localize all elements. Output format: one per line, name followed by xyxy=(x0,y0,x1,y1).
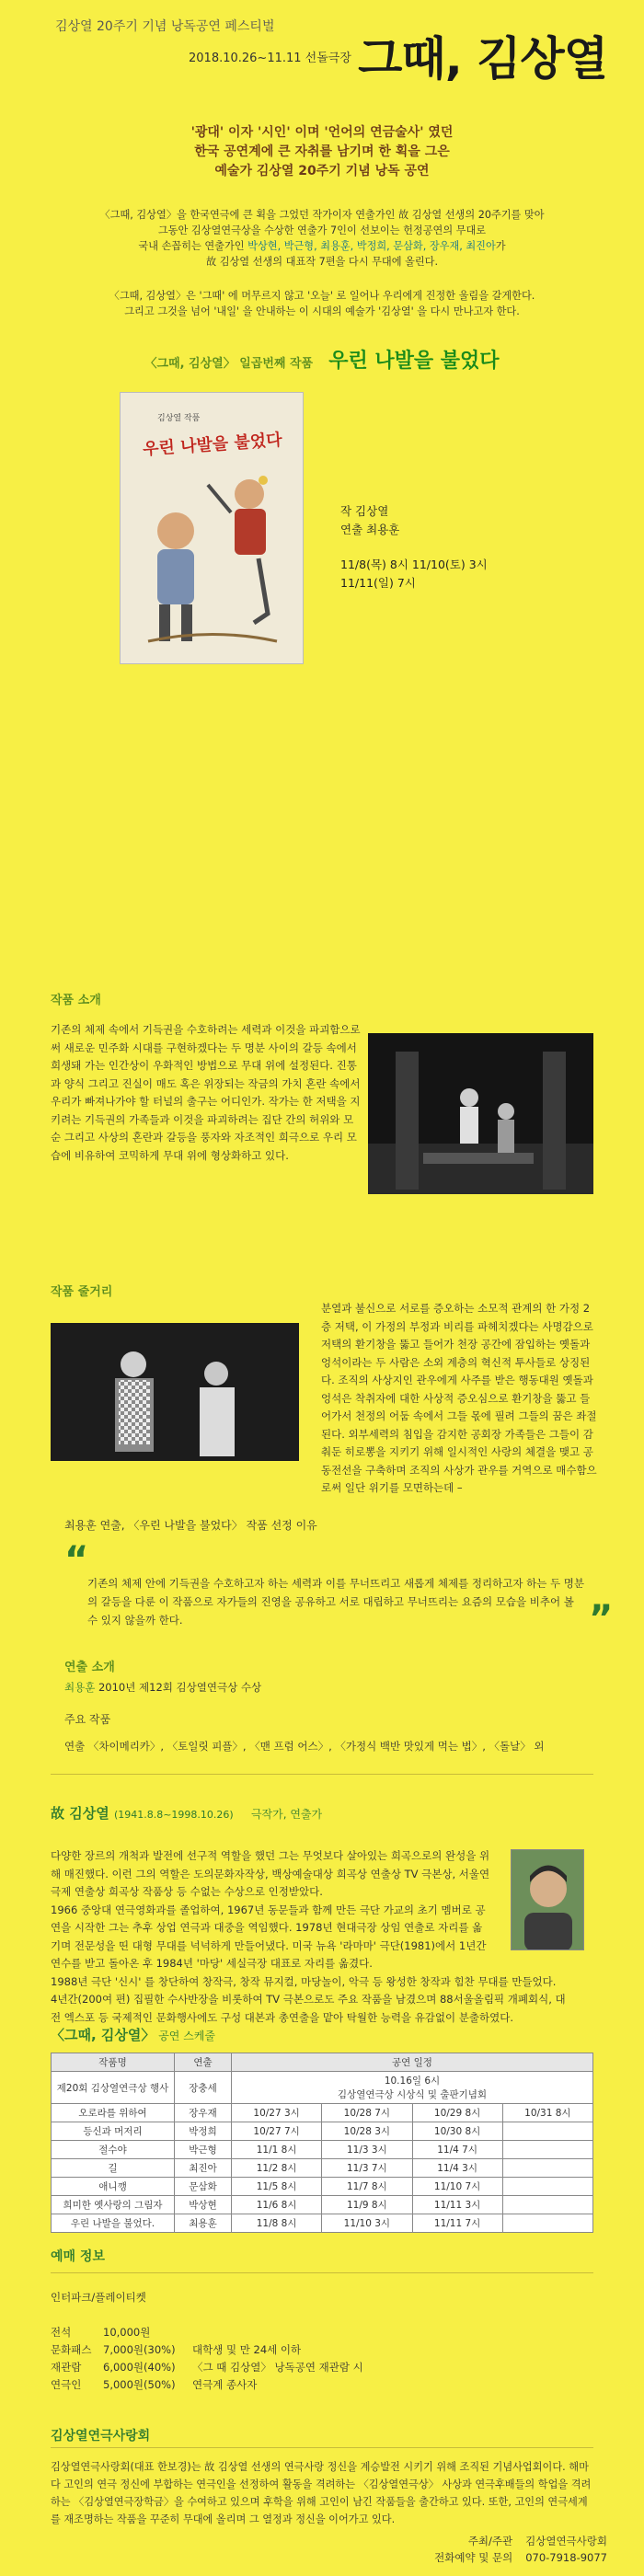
schedule-cell-d1: 11/8 8시 xyxy=(232,2214,322,2233)
author-credit: 작 김상열 xyxy=(340,504,389,518)
open-quote-icon: “ xyxy=(64,1539,89,1581)
schedule-cell-work: 오로라를 위하여 xyxy=(52,2104,175,2122)
headline-line-1: '광대' 이자 '시인' 이며 '언어의 연금술사' 였던 xyxy=(190,125,454,140)
schedule-row xyxy=(52,2178,593,2196)
schedule-cell-dir: 박정희 xyxy=(175,2122,232,2141)
schedule-header-row xyxy=(52,2053,593,2072)
director-credit: 연출 최용훈 xyxy=(340,523,400,536)
section-heading-intro: 작품 소개 xyxy=(51,994,101,1007)
schedule-line-2: 11/11(일) 7시 xyxy=(340,576,416,590)
poster-title-text: 우린 나발을 불었다 xyxy=(142,430,283,460)
award-event-row xyxy=(52,2072,593,2104)
phone-row xyxy=(421,2549,607,2566)
schedule-cell-d1: 10/27 7시 xyxy=(232,2122,322,2141)
poster-illustration xyxy=(121,393,304,664)
schedule-table xyxy=(51,2053,593,2233)
schedule-cell-d4: 10/31 8시 xyxy=(502,2104,592,2122)
portrait-art xyxy=(512,1850,584,1950)
bio-text-1: 다양한 장르의 개척과 발전에 선구적 역할을 했던 그는 무엇보다 살아있는 희곡으로의 완성을 위해 매진했다. 이런 그의 역할은 도의문화자작상, 백상예술대상 희곡상 연출상 TV 극본상, 서울연극제 연출상 희곡상 작품상 등 수없는 수상으로 인정받았다. xyxy=(51,1849,490,1898)
intro-p2-line-b: 그리고 그것을 넘어 '내일' 을 안내하는 이 시대의 예술가 '김상열' 을 다시 만나고자 한다. xyxy=(124,305,520,317)
ticket-site[interactable]: 인터파크/플레이티켓 xyxy=(51,2291,146,2304)
host-label: 주최/주관 xyxy=(467,2535,513,2547)
ticket-type: 재관람 xyxy=(51,2361,82,2374)
ticket-price-list xyxy=(51,2324,363,2394)
schedule-cell-d3: 11/4 7시 xyxy=(412,2141,502,2159)
director-intro-heading: 연출 소개 xyxy=(64,1661,115,1674)
schedule-cell-d3: 11/10 7시 xyxy=(412,2178,502,2196)
schedule-cell-dir: 최용훈 xyxy=(175,2214,232,2233)
host-row xyxy=(421,2533,607,2549)
reason-heading: 최용훈 연출, 〈우린 나발을 불었다〉 작품 선정 이유 xyxy=(64,1519,317,1532)
ticket-heading: 예매 정보 xyxy=(51,2249,105,2264)
schedule-cell-d4 xyxy=(502,2214,592,2233)
schedule-cell-d4 xyxy=(502,2178,592,2196)
schedule-cell-d3: 10/29 8시 xyxy=(412,2104,502,2122)
director-award xyxy=(64,1680,261,1695)
director-award-text: 2010년 제12회 김상열연극상 수상 xyxy=(95,1681,262,1694)
bio-years: (1941.8.8~1998.10.26) xyxy=(113,1809,234,1821)
headline-line-3: 예술가 김상열 20주기 기념 낭독 공연 xyxy=(214,164,430,178)
schedule-cell-d1: 11/2 8시 xyxy=(232,2159,322,2178)
stage-photo-2-art xyxy=(51,1323,299,1461)
schedule-cell-d2: 11/7 8시 xyxy=(322,2178,412,2196)
play-subtitle: 〈그때, 김상열〉 일곱번째 작품 xyxy=(144,357,314,371)
schedule-cell-dir: 문삼화 xyxy=(175,2178,232,2196)
stage-photo-2 xyxy=(51,1323,299,1461)
ticket-price: 7,000원(30%) xyxy=(103,2343,176,2356)
schedule-cell-d2: 10/28 7시 xyxy=(322,2104,412,2122)
assoc-divider xyxy=(51,2447,593,2448)
schedule-cell-d3: 11/11 7시 xyxy=(412,2214,502,2233)
intro-p1-line-c xyxy=(55,238,589,254)
ticket-type: 전석 xyxy=(51,2326,72,2339)
ticket-price: 5,000원(50%) xyxy=(103,2378,176,2391)
schedule-cell-dir: 박근형 xyxy=(175,2141,232,2159)
schedule-cell-d3: 10/30 8시 xyxy=(412,2122,502,2141)
ticket-price: 6,000원(40%) xyxy=(103,2361,176,2374)
schedule-row xyxy=(52,2104,593,2122)
ticket-price-row xyxy=(51,2359,363,2376)
bio-text xyxy=(51,1847,566,2027)
phone-number[interactable]: 070-7918-9077 xyxy=(525,2551,607,2564)
play-credits xyxy=(340,502,488,664)
bio-text-2: 1966 중앙대 연극영화과를 졸업하여, 1967년 동문들과 함께 만든 극단 가교의 초기 멤버로 공연을 시작한 그는 추후 상업 연극과 대중을 역임했다. 1978년 현대극장 상임 연출로 자리를 옮기며 전문성을 띤 대형 무대를 넉넉하게 만들어냈다. 미국 뉴욕 '라마마' 극단(1981)에서 1년간 연수를 받고 돌아온 후 1984년 '마당' 세실극장 대표로 자리를 옮겼다. xyxy=(51,1903,487,1970)
ticket-price-row xyxy=(51,2324,363,2341)
schedule-cell-d2: 11/3 7시 xyxy=(322,2159,412,2178)
header xyxy=(0,0,644,85)
director-name: 최용훈 xyxy=(64,1681,96,1694)
schedule-cell-d1: 11/6 8시 xyxy=(232,2196,322,2214)
director-names: 박상현, 박근형, 최용훈, 박정희, 문삼화, 장우재, 최진아 xyxy=(247,240,496,252)
bio-heading xyxy=(51,1803,322,1823)
festival-title: 김상열 20주기 기념 낭독공연 페스티벌 xyxy=(55,19,275,34)
schedule-cell-work: 우린 나발을 불었다. xyxy=(52,2214,175,2233)
intro-paragraph-2 xyxy=(55,288,589,319)
poster-image xyxy=(120,392,304,664)
schedule-cell-d3: 11/11 3시 xyxy=(412,2196,502,2214)
close-quote-icon: ” xyxy=(589,1598,614,1640)
story-text: 분열과 불신으로 서로를 증오하는 소모적 관계의 한 가정 2층 저택, 이 가정의 부정과 비리를 파헤치겠다는 사명감으로 저택의 환기창을 뚫고 들어가 천장 공간에 잠입하는 옛돌과 엉석이라는 두 사람은 소외 계층의 혁신적 투사들로 상징된다. 조직의 사상지인 관우에게 사주를 받은 행동대원 옛돌과 엉석은 착취자에 대한 사상적 증오심으로 환기창을 뚫고 들어가서 천정의 어둠 속에서 그들 몫에 필려 그들의 꿈은 좌절된다. 외부세력의 침입을 감지한 공회장 가족들은 그들이 감춰둔 히로뽕을 지키기 위해 일시적인 사랑의 체결을 맺고 공동전선을 구축하며 조직의 사상가 관우를 거역으로 매수함으로써 일단 위기를 모면하는데 – xyxy=(321,1302,597,1494)
schedule-cell-d2: 11/10 3시 xyxy=(322,2214,412,2233)
ticket-price-row xyxy=(51,2341,363,2359)
reason-text: 기존의 체제 안에 기득권을 수호하고자 하는 세력과 이를 무너뜨리고 새롭게 체제를 정리하고자 하는 두 명분의 갈등을 다룬 이 작품으로 자가들의 진영을 공유하고 서로 대립하고 무너뜨리는 요즘의 모습을 비추어 볼 수 있지 않을까 한다. xyxy=(87,1577,584,1627)
schedule-cell-d2: 11/3 3시 xyxy=(322,2141,412,2159)
intro-text: 기존의 체제 속에서 기득권을 수호하려는 세력과 이것을 파괴함으로써 새로운 민주화 시대를 구현하겠다는 두 명분 사이의 갈등 속에서 희생돼 가는 인간상이 우화적인 방법으로 무대 위에 설정된다. 진통과 양식 그리고 진실이 매도 혹은 위장되는 작금의 가치 혼란 속에서 우리가 빠져나가야 할 터널의 출구는 어디인가. 작가는 한 저택을 지키려는 기득권의 가족들과 이것을 파괴하려는 집단 간의 허위와 모순 그리고 사상의 혼란과 갈등을 풍자와 자조적인 희극으로 우리 모습에 비유하여 코믹하게 무대 위에 형상화하고 있다. xyxy=(51,1023,361,1162)
intro-p1-pre: 국내 손꼽히는 연출가인 xyxy=(138,240,248,252)
intro-p1-line-d: 故 김상열 선생의 대표작 7편을 다시 무대에 올린다. xyxy=(205,256,439,268)
play-title: 우린 나발을 불었다 xyxy=(328,350,500,373)
intro-p1-post: 가 xyxy=(495,240,506,252)
schedule-row xyxy=(52,2196,593,2214)
schedule-cell-d2: 10/28 3시 xyxy=(322,2122,412,2141)
ticket-note: 〈그 때 김상열〉 낭독공연 재관람 시 xyxy=(192,2361,363,2374)
stage-photo-1 xyxy=(368,1033,593,1194)
bio-role: 극작가, 연출가 xyxy=(250,1808,323,1821)
schedule-cell-d2: 11/9 8시 xyxy=(322,2196,412,2214)
schedule-heading-sub: 공연 스케줄 xyxy=(155,2030,215,2042)
festival-dates: 2018.10.26~11.11 선돌극장 xyxy=(189,52,351,65)
bio-name: 故 김상열 xyxy=(51,1805,109,1822)
intro-p1-line-b: 그동안 김상열연극상을 수상한 연출가 7인이 선보이는 헌정공연의 무대로 xyxy=(157,224,487,236)
poster-row xyxy=(120,392,644,664)
bio-text-4: 4년간(200여 편) 집필한 수사반장을 비롯하여 TV 극본으로도 주요 작품을 남겼으며 88서울올림픽 개폐회식, 대전 엑스포 등 국제적인 문화행사에도 구성 대본과 총연출을 맡아 탁월한 능력을 유감없이 분출하였다. xyxy=(51,1993,566,2024)
schedule-cell-dir: 박상현 xyxy=(175,2196,232,2214)
intro-paragraph-1 xyxy=(55,207,589,270)
intro-p2-line-a: 〈그때, 김상열〉은 '그때' 에 머무르지 않고 '오늘' 로 일어나 우리에게 진정한 울림을 갈게한다. xyxy=(109,290,535,302)
contact-info xyxy=(421,2533,607,2566)
col-director: 연출 xyxy=(175,2053,232,2072)
intro-p1-line-a: 〈그때, 김상열〉을 한국연극에 큰 획을 그었던 작가이자 연출가인 故 김상열 선생의 20주기를 맞아 xyxy=(99,209,545,221)
schedule-cell-work: 등신과 머저리 xyxy=(52,2122,175,2141)
schedule-cell-d4 xyxy=(502,2141,592,2159)
divider xyxy=(51,1774,593,1775)
award-date-a: 10.16일 6시 xyxy=(384,2076,441,2087)
schedule-line-1: 11/8(목) 8시 11/10(토) 3시 xyxy=(340,558,488,571)
portrait-photo xyxy=(511,1849,584,1950)
schedule-cell-dir: 장우재 xyxy=(175,2104,232,2122)
section-heading-story: 작품 줄거리 xyxy=(51,1285,113,1299)
ticket-note: 연극계 종사자 xyxy=(192,2378,258,2391)
schedule-cell-work: 애니깽 xyxy=(52,2178,175,2196)
schedule-cell-dir: 최진아 xyxy=(175,2159,232,2178)
ticket-price: 10,000원 xyxy=(103,2326,151,2339)
award-event: 제20회 김상열연극상 행사 xyxy=(52,2072,175,2104)
ticket-price-row xyxy=(51,2376,363,2394)
schedule-cell-work: 희미한 옛사랑의 그림자 xyxy=(52,2196,175,2214)
schedule-cell-d1: 11/5 8시 xyxy=(232,2178,322,2196)
schedule-row xyxy=(52,2122,593,2141)
ticket-divider xyxy=(51,2272,593,2273)
poster-small-text: 김상열 작품 xyxy=(157,414,201,423)
main-title: 그때, 김상열 xyxy=(358,32,607,86)
schedule-cell-d4 xyxy=(502,2122,592,2141)
ticket-type: 문화패스 xyxy=(51,2343,92,2356)
schedule-row xyxy=(52,2159,593,2178)
ticket-type: 연극인 xyxy=(51,2378,82,2391)
intro-headline xyxy=(0,123,644,181)
ticket-info xyxy=(51,2289,363,2394)
assoc-heading: 김상열연극사랑회 xyxy=(51,2429,151,2444)
schedule-cell-work: 절수야 xyxy=(52,2141,175,2159)
schedule-cell-d4 xyxy=(502,2159,592,2178)
col-dates: 공연 일정 xyxy=(232,2053,593,2072)
assoc-text: 김상열연극사랑회(대표 한보경)는 故 김상열 선생의 연극사랑 정신을 계승발전 시키기 위해 조직된 기념사업회이다. 해마다 고인의 연극 정신에 부합하는 연극인을 선정하여 활동을 격려하는 〈김상열연극상〉 사상과 연극후배들의 학업을 격려하는 〈김상열연극장학금〉을 수여하고 있으며 후학을 위해 고인이 남긴 작품들을 출간하고 있다. 또한, 고인의 연극세계를 재조명하는 작품을 꾸준히 무대에 올리며 그 열정과 정신을 이어가고 있다. xyxy=(51,2461,592,2525)
play-title-row xyxy=(0,345,644,374)
schedule-heading xyxy=(51,2025,215,2044)
award-date-b: 김상열연극상 시상식 및 출판기념회 xyxy=(337,2089,488,2100)
schedule-cell-d1: 10/27 3시 xyxy=(232,2104,322,2122)
award-place: 장충세 xyxy=(175,2072,232,2104)
schedule-cell-d1: 11/1 8시 xyxy=(232,2141,322,2159)
works-heading: 주요 작품 xyxy=(64,1713,111,1726)
schedule-heading-main: 〈그때, 김상열〉 xyxy=(51,2027,155,2043)
bio-text-3: 1988년 극단 '신시' 를 창단하여 창작극, 창작 뮤지컬, 마당놀이, 악극 등 왕성한 창작과 힘찬 무대를 만들었다. xyxy=(51,1974,557,1988)
schedule-cell-d3: 11/4 3시 xyxy=(412,2159,502,2178)
stage-photo-1-art xyxy=(368,1033,593,1194)
schedule-row xyxy=(52,2214,593,2233)
works-list: 연출 〈차이메리카〉, 〈토일릿 피플〉, 〈맨 프럼 어스〉, 〈가정식 백반 맛있게 먹는 법〉, 〈돌날〉 외 xyxy=(64,1740,545,1753)
col-work: 작품명 xyxy=(52,2053,175,2072)
headline-line-2: 한국 공연계에 큰 자취를 남기며 한 획을 그은 xyxy=(194,144,450,159)
phone-label: 전화예약 및 문의 xyxy=(434,2551,513,2564)
schedule-cell-work: 길 xyxy=(52,2159,175,2178)
host-name: 김상열연극사랑회 xyxy=(525,2535,607,2547)
schedule-cell-d4 xyxy=(502,2196,592,2214)
award-date xyxy=(232,2072,593,2104)
ticket-note: 대학생 및 만 24세 이하 xyxy=(192,2343,302,2356)
schedule-row xyxy=(52,2141,593,2159)
